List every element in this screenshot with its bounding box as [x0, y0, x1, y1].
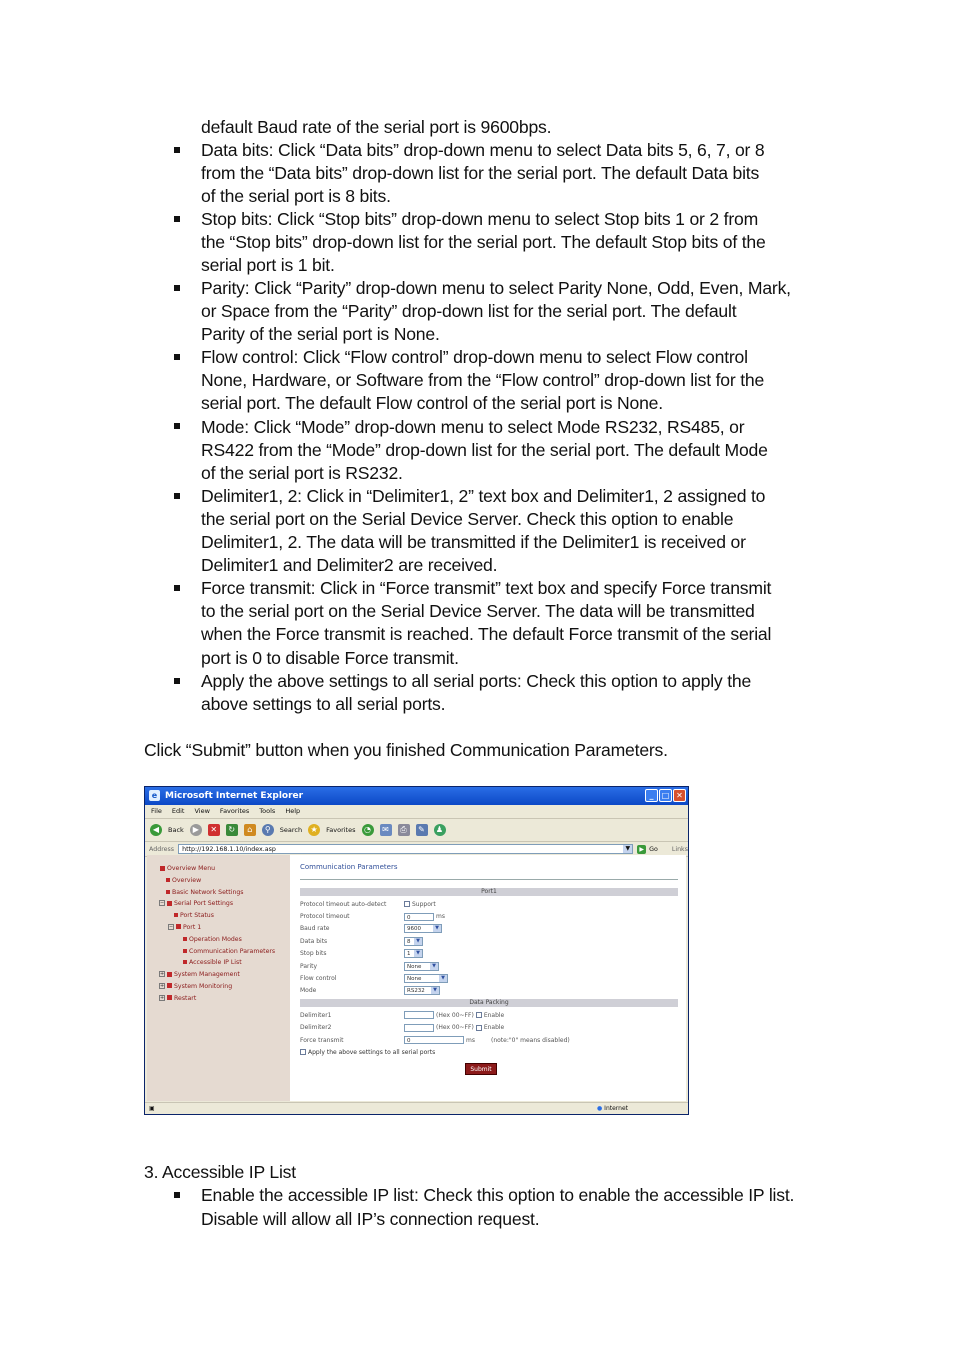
databits-value: 8 — [407, 938, 411, 945]
delimiter2-hint: (Hex 00~FF) — [436, 1024, 474, 1032]
row-autodetect — [300, 898, 678, 910]
delimiter1-input[interactable] — [404, 1011, 434, 1019]
autodetect-value: Support — [412, 900, 436, 908]
text-line: serial port is 1 bit. — [201, 255, 335, 275]
mode-label: Mode — [300, 987, 317, 995]
folder-icon — [160, 866, 165, 871]
text-line: None, Hardware, or Software from the “Flow control” drop-down list for the — [201, 370, 765, 390]
back-arrow-icon[interactable]: ◀ — [150, 824, 162, 836]
sidebar-item-basic-network[interactable] — [147, 887, 290, 899]
settings-panel — [290, 855, 686, 1101]
apply-all-label: Apply the above settings to all serial ports — [308, 1048, 436, 1056]
sidebar-item-label: Serial Port Settings — [174, 900, 234, 908]
baud-label: Baud rate — [300, 925, 330, 933]
text-line: Data bits: Click “Data bits” drop-down menu to select Data bits 5, 6, 7, or 8 — [201, 140, 765, 160]
bullet-flow-control — [174, 354, 180, 360]
mode-value: RS232 — [407, 988, 425, 995]
history-icon[interactable]: ◔ — [362, 824, 374, 836]
menu-edit[interactable]: Edit — [171, 807, 185, 815]
chevron-down-icon[interactable]: ▼ — [623, 845, 632, 853]
text-line: Stop bits: Click “Stop bits” drop-down menu to select Stop bits 1 or 2 from — [201, 209, 759, 229]
bullet-delimiter — [174, 493, 180, 499]
sidebar-item-label: System Management — [174, 971, 240, 979]
delimiter1-label: Delimiter1 — [300, 1011, 332, 1019]
sidebar-tree — [147, 855, 290, 1101]
chevron-down-icon[interactable]: ▼ — [414, 950, 422, 957]
row-delimiter2 — [300, 1022, 678, 1034]
sidebar-item-label: Operation Modes — [189, 935, 242, 943]
bullet-data-bits — [174, 147, 180, 153]
text-line: Enable the accessible IP list: Check this option to enable the accessible IP list. — [201, 1185, 795, 1205]
browser-titlebar — [145, 787, 688, 805]
maximize-icon[interactable]: □ — [659, 789, 672, 802]
links-label[interactable]: Links — [671, 845, 688, 853]
chevron-down-icon[interactable]: ▼ — [431, 987, 439, 994]
page-title: Communication Parameters — [300, 863, 398, 871]
timeout-label: Protocol timeout — [300, 913, 350, 921]
address-input[interactable] — [178, 844, 633, 854]
sidebar-item-label: Communication Parameters — [189, 947, 276, 955]
databits-label: Data bits — [300, 937, 328, 945]
zone-label: Internet — [604, 1105, 628, 1112]
timeout-unit: ms — [436, 913, 445, 921]
window-controls — [645, 789, 686, 802]
favorites-button-label[interactable]: Favorites — [326, 826, 356, 834]
collapse-icon[interactable]: − — [160, 900, 165, 907]
browser-content — [147, 855, 686, 1101]
force-note: (note:"0" means disabled) — [490, 1036, 570, 1044]
autodetect-checkbox[interactable] — [404, 901, 410, 907]
sidebar-item-label: Restart — [174, 994, 197, 1002]
bullet-enable-ip-list — [174, 1192, 180, 1198]
sidebar-item-label: Accessible IP List — [189, 959, 242, 967]
text-line: Delimiter1, 2: Click in “Delimiter1, 2” text box and Delimiter1, 2 assigned to — [201, 486, 766, 506]
sidebar-item-label: Basic Network Settings — [172, 888, 244, 896]
chevron-down-icon[interactable]: ▼ — [439, 975, 447, 982]
text-line: Flow control: Click “Flow control” drop-down menu to select Flow control — [201, 347, 748, 367]
sidebar-item-label: System Monitoring — [174, 982, 233, 990]
flow-select[interactable] — [404, 974, 448, 983]
browser-title: Microsoft Internet Explorer — [165, 791, 304, 801]
row-databits — [300, 935, 678, 947]
text-line: Click “Submit” button when you finished Communication Parameters. — [144, 740, 668, 760]
bullet-mode — [174, 423, 180, 429]
text-line: of the serial port is RS232. — [201, 463, 403, 483]
parity-value: None — [407, 963, 422, 970]
folder-icon — [176, 924, 181, 929]
folder-icon — [167, 983, 172, 988]
delimiter1-hint: (Hex 00~FF) — [436, 1011, 474, 1019]
chevron-down-icon[interactable]: ▼ — [433, 925, 441, 932]
sidebar-item-communication-parameters[interactable] — [147, 946, 290, 958]
sidebar-item-label: Overview — [172, 876, 202, 884]
search-button-label[interactable]: Search — [279, 826, 303, 834]
row-flow — [300, 972, 678, 984]
page-icon — [166, 878, 170, 882]
print-icon[interactable]: ⎙ — [398, 824, 410, 836]
text-line: Apply the above settings to all serial ports: Check this option to apply the — [201, 671, 752, 691]
text-line: Parity: Click “Parity” drop-down menu to select Parity None, Odd, Even, Mark, — [201, 278, 791, 298]
stopbits-value: 1 — [407, 951, 411, 958]
row-parity — [300, 960, 678, 972]
page-icon — [183, 937, 187, 941]
menu-file[interactable]: File — [151, 807, 162, 815]
close-icon[interactable]: ✕ — [673, 789, 686, 802]
data-packing-band: Data Packing — [300, 999, 678, 1007]
forward-arrow-icon[interactable]: ▶ — [190, 824, 202, 836]
sidebar-item-system-monitoring[interactable] — [147, 981, 290, 993]
delimiter1-enable-label: Enable — [483, 1011, 505, 1019]
menu-view[interactable]: View — [194, 807, 210, 815]
text-line: or Space from the “Parity” drop-down list for the serial port. The default — [201, 301, 737, 321]
sidebar-item-operation-modes[interactable] — [147, 934, 290, 946]
baud-select[interactable] — [404, 924, 442, 933]
folder-icon — [167, 995, 172, 1000]
page-icon — [174, 913, 178, 917]
menu-tools[interactable]: Tools — [259, 807, 276, 815]
text-line: above settings to all serial ports. — [201, 694, 446, 714]
back-button-label[interactable]: Back — [168, 826, 184, 834]
force-unit: ms — [466, 1036, 475, 1044]
mode-select[interactable] — [404, 986, 440, 995]
autodetect-label: Protocol timeout auto-detect — [300, 900, 387, 908]
sidebar-item-port-status[interactable] — [147, 910, 290, 922]
toolbar — [145, 819, 688, 842]
row-stopbits — [300, 948, 678, 960]
row-delimiter1 — [300, 1009, 678, 1021]
text-line: Delimiter1 and Delimiter2 are received. — [201, 555, 498, 575]
edit-icon[interactable]: ✎ — [416, 824, 428, 836]
delimiter2-enable-checkbox[interactable] — [476, 1025, 482, 1031]
collapse-icon[interactable]: − — [169, 923, 174, 930]
force-input[interactable]: 0 — [404, 1036, 464, 1044]
mail-icon[interactable]: ✉ — [380, 824, 392, 836]
stopbits-select[interactable] — [404, 949, 423, 958]
sidebar-item-port-1[interactable] — [147, 922, 290, 934]
text-line: Mode: Click “Mode” drop-down menu to select Mode RS232, RS485, or — [201, 417, 745, 437]
text-line: default Baud rate of the serial port is 9600bps. — [201, 117, 552, 137]
address-label: Address — [149, 845, 175, 853]
menu-bar — [145, 805, 688, 819]
go-arrow-icon[interactable]: ▶ — [637, 845, 646, 854]
zone-indicator — [597, 1103, 628, 1114]
databits-select[interactable] — [404, 937, 423, 946]
folder-icon — [167, 972, 172, 977]
row-baud — [300, 923, 678, 935]
sidebar-item-accessible-ip-list[interactable] — [147, 957, 290, 969]
text-line: Force transmit: Click in “Force transmit” text box and specify Force transmit — [201, 578, 772, 598]
text-line: Delimiter1, 2. The data will be transmitted if the Delimiter1 is received or — [201, 532, 746, 552]
port-band: Port1 — [300, 888, 678, 896]
sidebar-item-label: Port Status — [180, 912, 214, 920]
sidebar-item-system-management[interactable] — [147, 969, 290, 981]
stopbits-label: Stop bits — [300, 950, 327, 958]
text-line: the “Stop bits” drop-down list for the serial port. The default Stop bits of the — [201, 232, 766, 252]
sidebar-item-restart[interactable] — [147, 993, 290, 1005]
row-mode — [300, 985, 678, 997]
timeout-input[interactable]: 0 — [404, 913, 434, 921]
text-line: of the serial port is 8 bits. — [201, 186, 391, 206]
menu-help[interactable]: Help — [285, 807, 301, 815]
folder-icon — [167, 901, 172, 906]
sidebar-item-overview[interactable] — [147, 875, 290, 887]
page-icon — [166, 890, 170, 894]
text-line: to the serial port on the Serial Device Server. The data will be transmitted — [201, 601, 755, 621]
force-label: Force transmit — [300, 1036, 344, 1044]
go-button-label[interactable]: Go — [649, 845, 658, 853]
delimiter2-label: Delimiter2 — [300, 1024, 332, 1032]
delimiter2-enable-label: Enable — [483, 1024, 505, 1032]
flow-label: Flow control — [300, 975, 337, 983]
page-icon — [183, 949, 187, 953]
globe-icon: ● — [597, 1105, 603, 1112]
address-value: http://192.168.1.10/index.asp — [182, 846, 276, 853]
text-line: when the Force transmit is reached. The default Force transmit of the serial — [201, 624, 772, 644]
expand-icon[interactable]: + — [160, 994, 165, 1001]
flow-value: None — [407, 976, 422, 983]
section-heading: 3. Accessible IP List — [144, 1162, 296, 1182]
page-icon: ▣ — [149, 1105, 155, 1112]
chevron-down-icon[interactable]: ▼ — [430, 963, 438, 970]
sidebar-item-serial-port-settings[interactable] — [147, 898, 290, 910]
sidebar-item-overview-menu[interactable] — [147, 863, 290, 875]
text-line: RS422 from the “Mode” drop-down list for the serial port. The default Mode — [201, 440, 768, 460]
row-timeout — [300, 910, 678, 922]
minimize-icon[interactable]: _ — [645, 789, 658, 802]
expand-icon[interactable]: + — [160, 982, 165, 989]
bullet-force-transmit — [174, 585, 180, 591]
menu-favorites[interactable]: Favorites — [219, 807, 250, 815]
text-line: Parity of the serial port is None. — [201, 324, 440, 344]
sidebar-item-label: Overview Menu — [167, 865, 216, 872]
submit-button[interactable]: Submit — [465, 1063, 497, 1075]
expand-icon[interactable]: + — [160, 971, 165, 978]
status-bar — [145, 1102, 688, 1114]
row-force-transmit — [300, 1034, 678, 1046]
chevron-down-icon[interactable]: ▼ — [414, 938, 422, 945]
delimiter2-input[interactable] — [404, 1024, 434, 1032]
messenger-icon[interactable]: ♟ — [434, 824, 446, 836]
delimiter1-enable-checkbox[interactable] — [476, 1012, 482, 1018]
star-icon[interactable]: ★ — [308, 824, 320, 836]
bullet-parity — [174, 285, 180, 291]
search-icon[interactable]: ⚲ — [262, 824, 274, 836]
sidebar-item-label: Port 1 — [183, 923, 202, 931]
text-line: port is 0 to disable Force transmit. — [201, 648, 459, 668]
baud-value: 9600 — [407, 926, 421, 933]
text-line: from the “Data bits” drop-down list for the serial port. The default Data bits — [201, 163, 760, 183]
page-icon — [183, 960, 187, 964]
apply-all-checkbox[interactable] — [300, 1049, 306, 1055]
bullet-stop-bits — [174, 216, 180, 222]
stop-icon[interactable]: ✕ — [208, 824, 220, 836]
title-divider — [300, 879, 678, 880]
ie-logo-icon: e — [149, 790, 160, 801]
parity-label: Parity — [300, 962, 318, 970]
row-apply-all — [300, 1046, 678, 1058]
browser-window — [144, 786, 689, 1115]
text-line: the serial port on the Serial Device Server. Check this option to enable — [201, 509, 734, 529]
parity-select[interactable] — [404, 962, 439, 971]
bullet-apply-all — [174, 678, 180, 684]
text-line: serial port. The default Flow control of the serial port is None. — [201, 393, 663, 413]
home-icon[interactable]: ⌂ — [244, 824, 256, 836]
text-line: Disable will allow all IP’s connection request. — [201, 1209, 540, 1229]
refresh-icon[interactable]: ↻ — [226, 824, 238, 836]
